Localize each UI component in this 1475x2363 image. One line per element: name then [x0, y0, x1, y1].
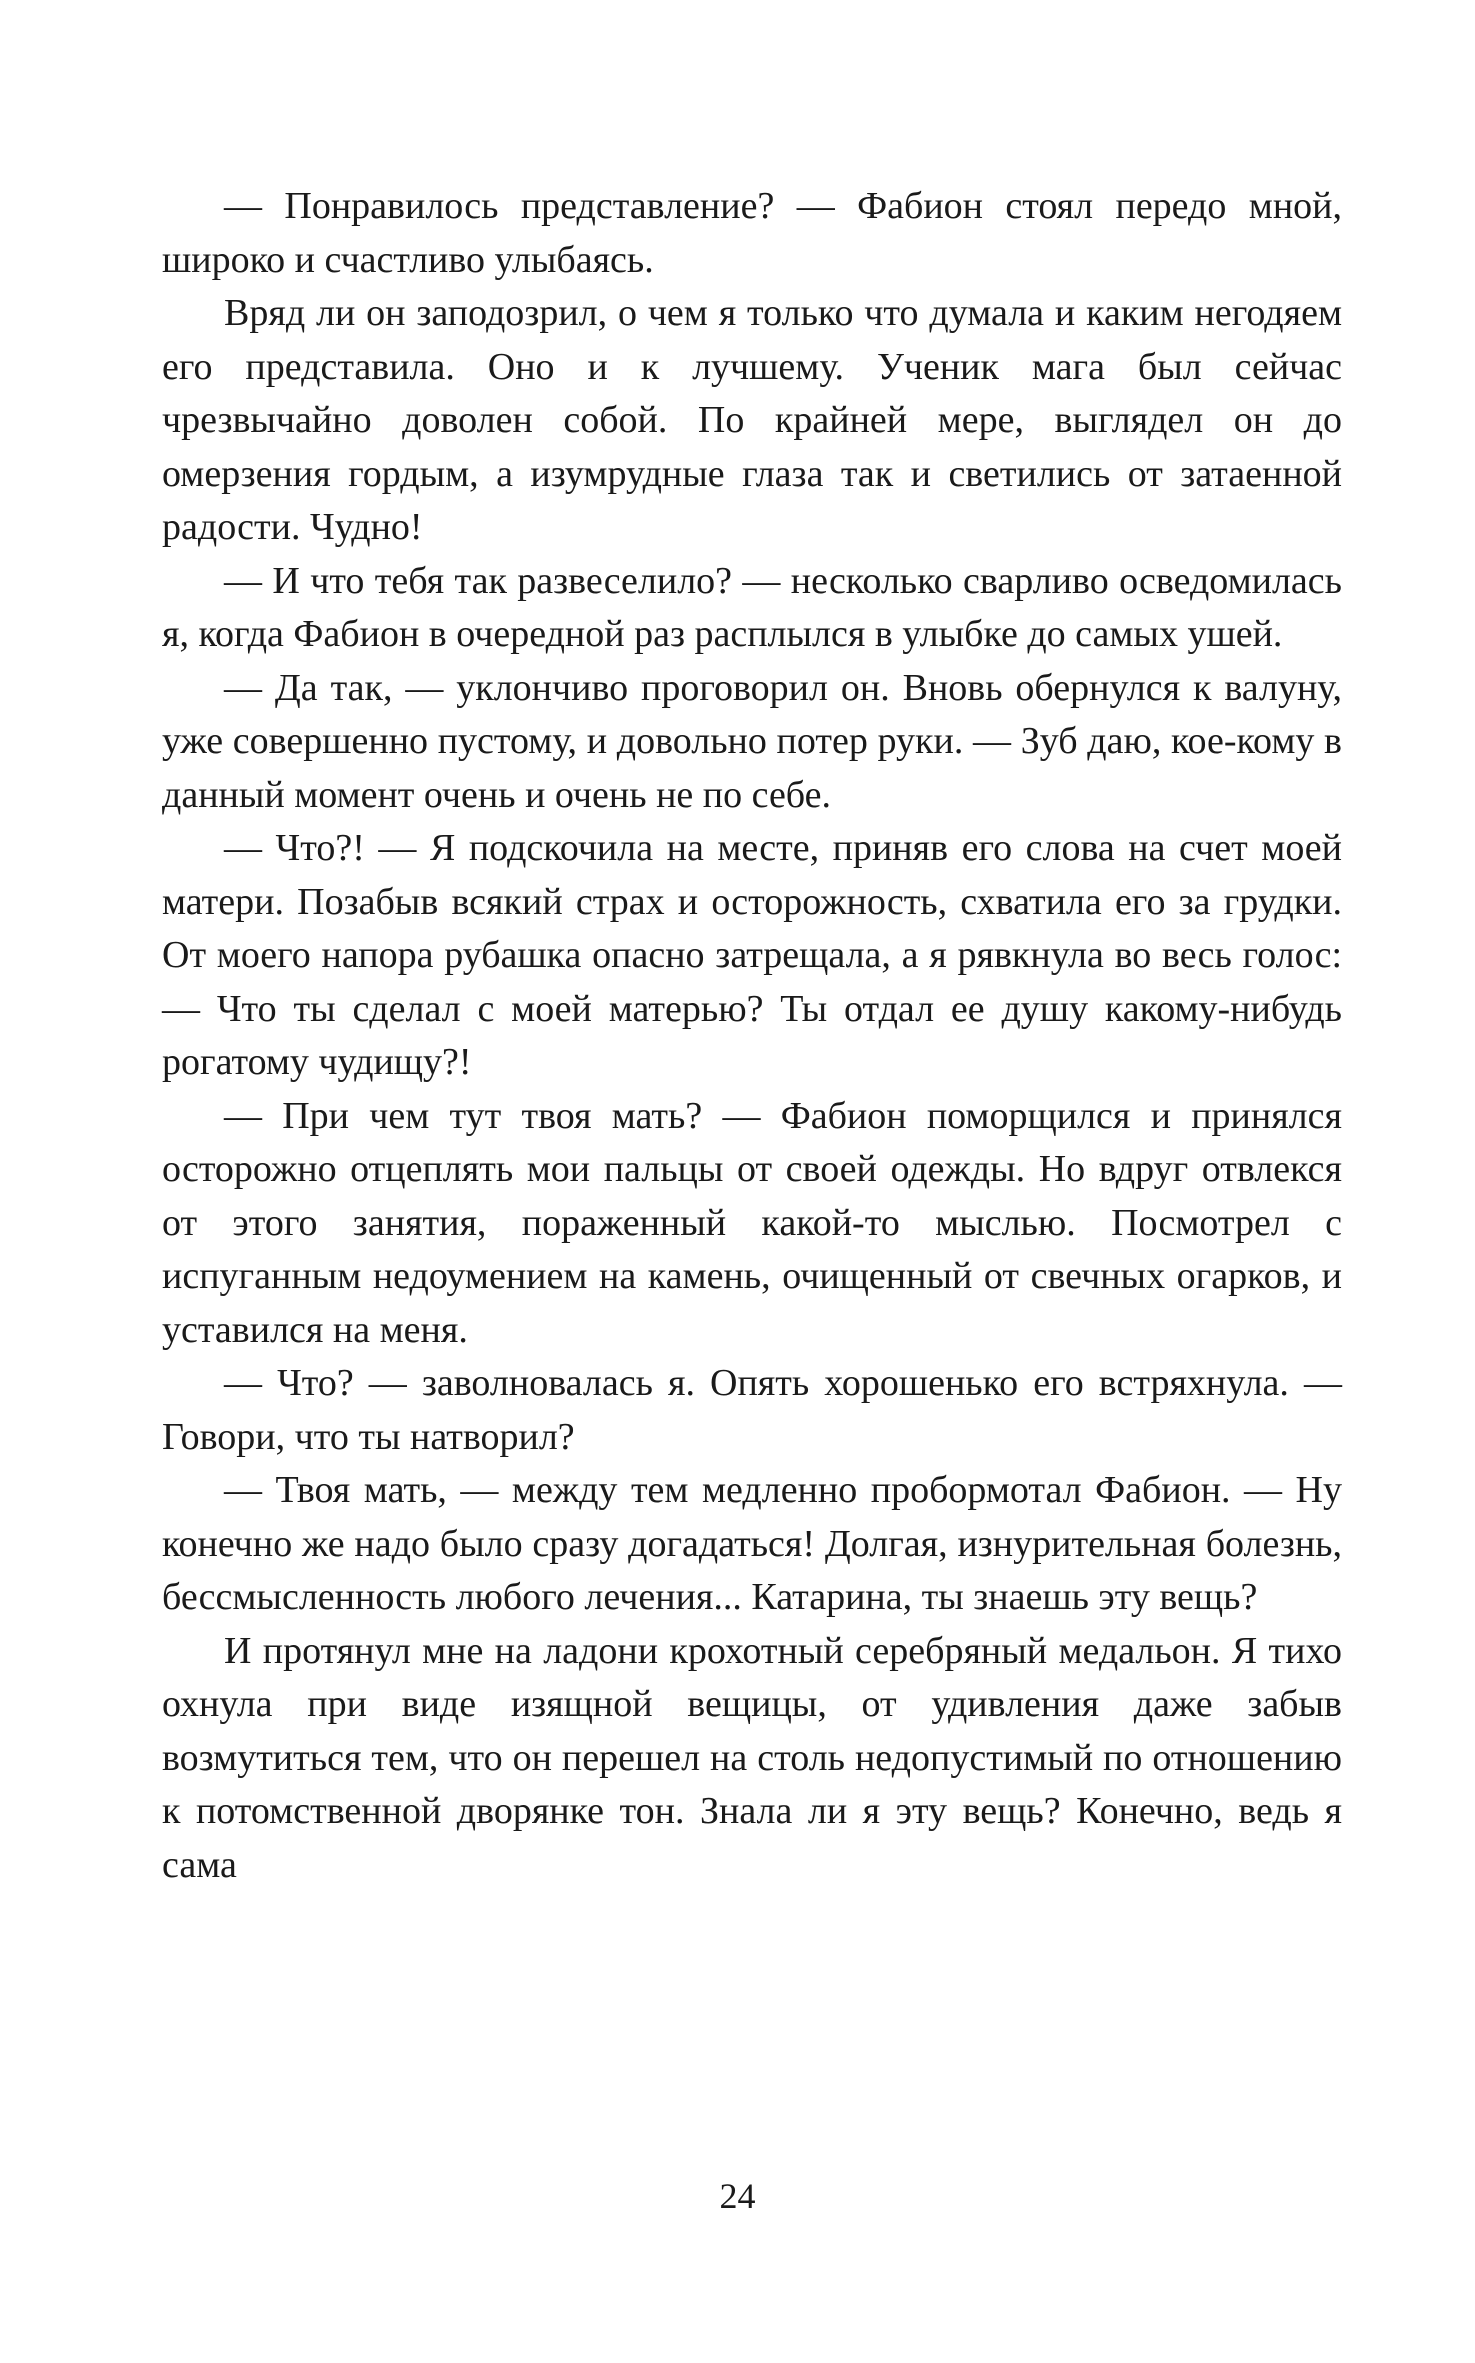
paragraph: — При чем тут твоя мать? — Фабион поморщился и принялся осторожно отцеплять мои пальцы от своей одежды. Но вдруг отвлекся от этого занятия, пораженный какой-то мыслью. Посмотрел с испуганным недоумением на камень, очищенный от свечных огарков, и уставился на меня. [162, 1094, 1342, 1351]
page-text [162, 180, 1342, 1892]
paragraph: И протянул мне на ладони крохотный серебряный медальон. Я тихо охнула при виде изящной вещицы, от удивления даже забыв возмутиться тем, что он перешел на столь недопустимый по отношению к потомственной дворянке тон. Знала ли я эту вещь? Конечно, ведь я сама [162, 1629, 1342, 1886]
paragraph: — Что?! — Я подскочила на месте, приняв его слова на счет моей матери. Позабыв всякий страх и осторожность, схватила его за грудки. От моего напора рубашка опасно затрещала, а я рявкнула во весь голос: — Что ты сделал с моей матерью? Ты отдал ее душу какому-нибудь рогатому чудищу?! [162, 827, 1342, 1083]
paragraph: — Понравилось представление? — Фабион стоял передо мной, широко и счастливо улыбаясь. [162, 185, 1342, 281]
paragraph: — Твоя мать, — между тем медленно пробормотал Фабион. — Ну конечно же надо было сразу догадаться! Долгая, изнурительная болезнь, бессмысленность любого лечения... Катарина, ты знаешь эту вещь? [162, 1469, 1342, 1618]
paragraph: — И что тебя так развеселило? — несколько сварливо осведомилась я, когда Фабион в очередной раз расплылся в улыбке до самых ушей. [162, 559, 1342, 655]
paragraph: — Да так, — уклончиво проговорил он. Вновь обернулся к валуну, уже совершенно пустому, и довольно потер руки. — Зуб даю, кое-кому в данный момент очень и очень не по себе. [162, 666, 1342, 816]
paragraph: — Что? — заволновалась я. Опять хорошенько его встряхнула. — Говори, что ты натворил? [162, 1362, 1342, 1458]
page-number: 24 [719, 2176, 756, 2216]
paragraph: Вряд ли он заподозрил, о чем я только что думала и каким негодяем его представила. Оно и к лучшему. Ученик мага был сейчас чрезвычайно доволен собой. По крайней мере, выглядел он до омерзения гордым, а изумрудные глаза так и светились от затаенной радости. Чудно! [162, 292, 1342, 548]
